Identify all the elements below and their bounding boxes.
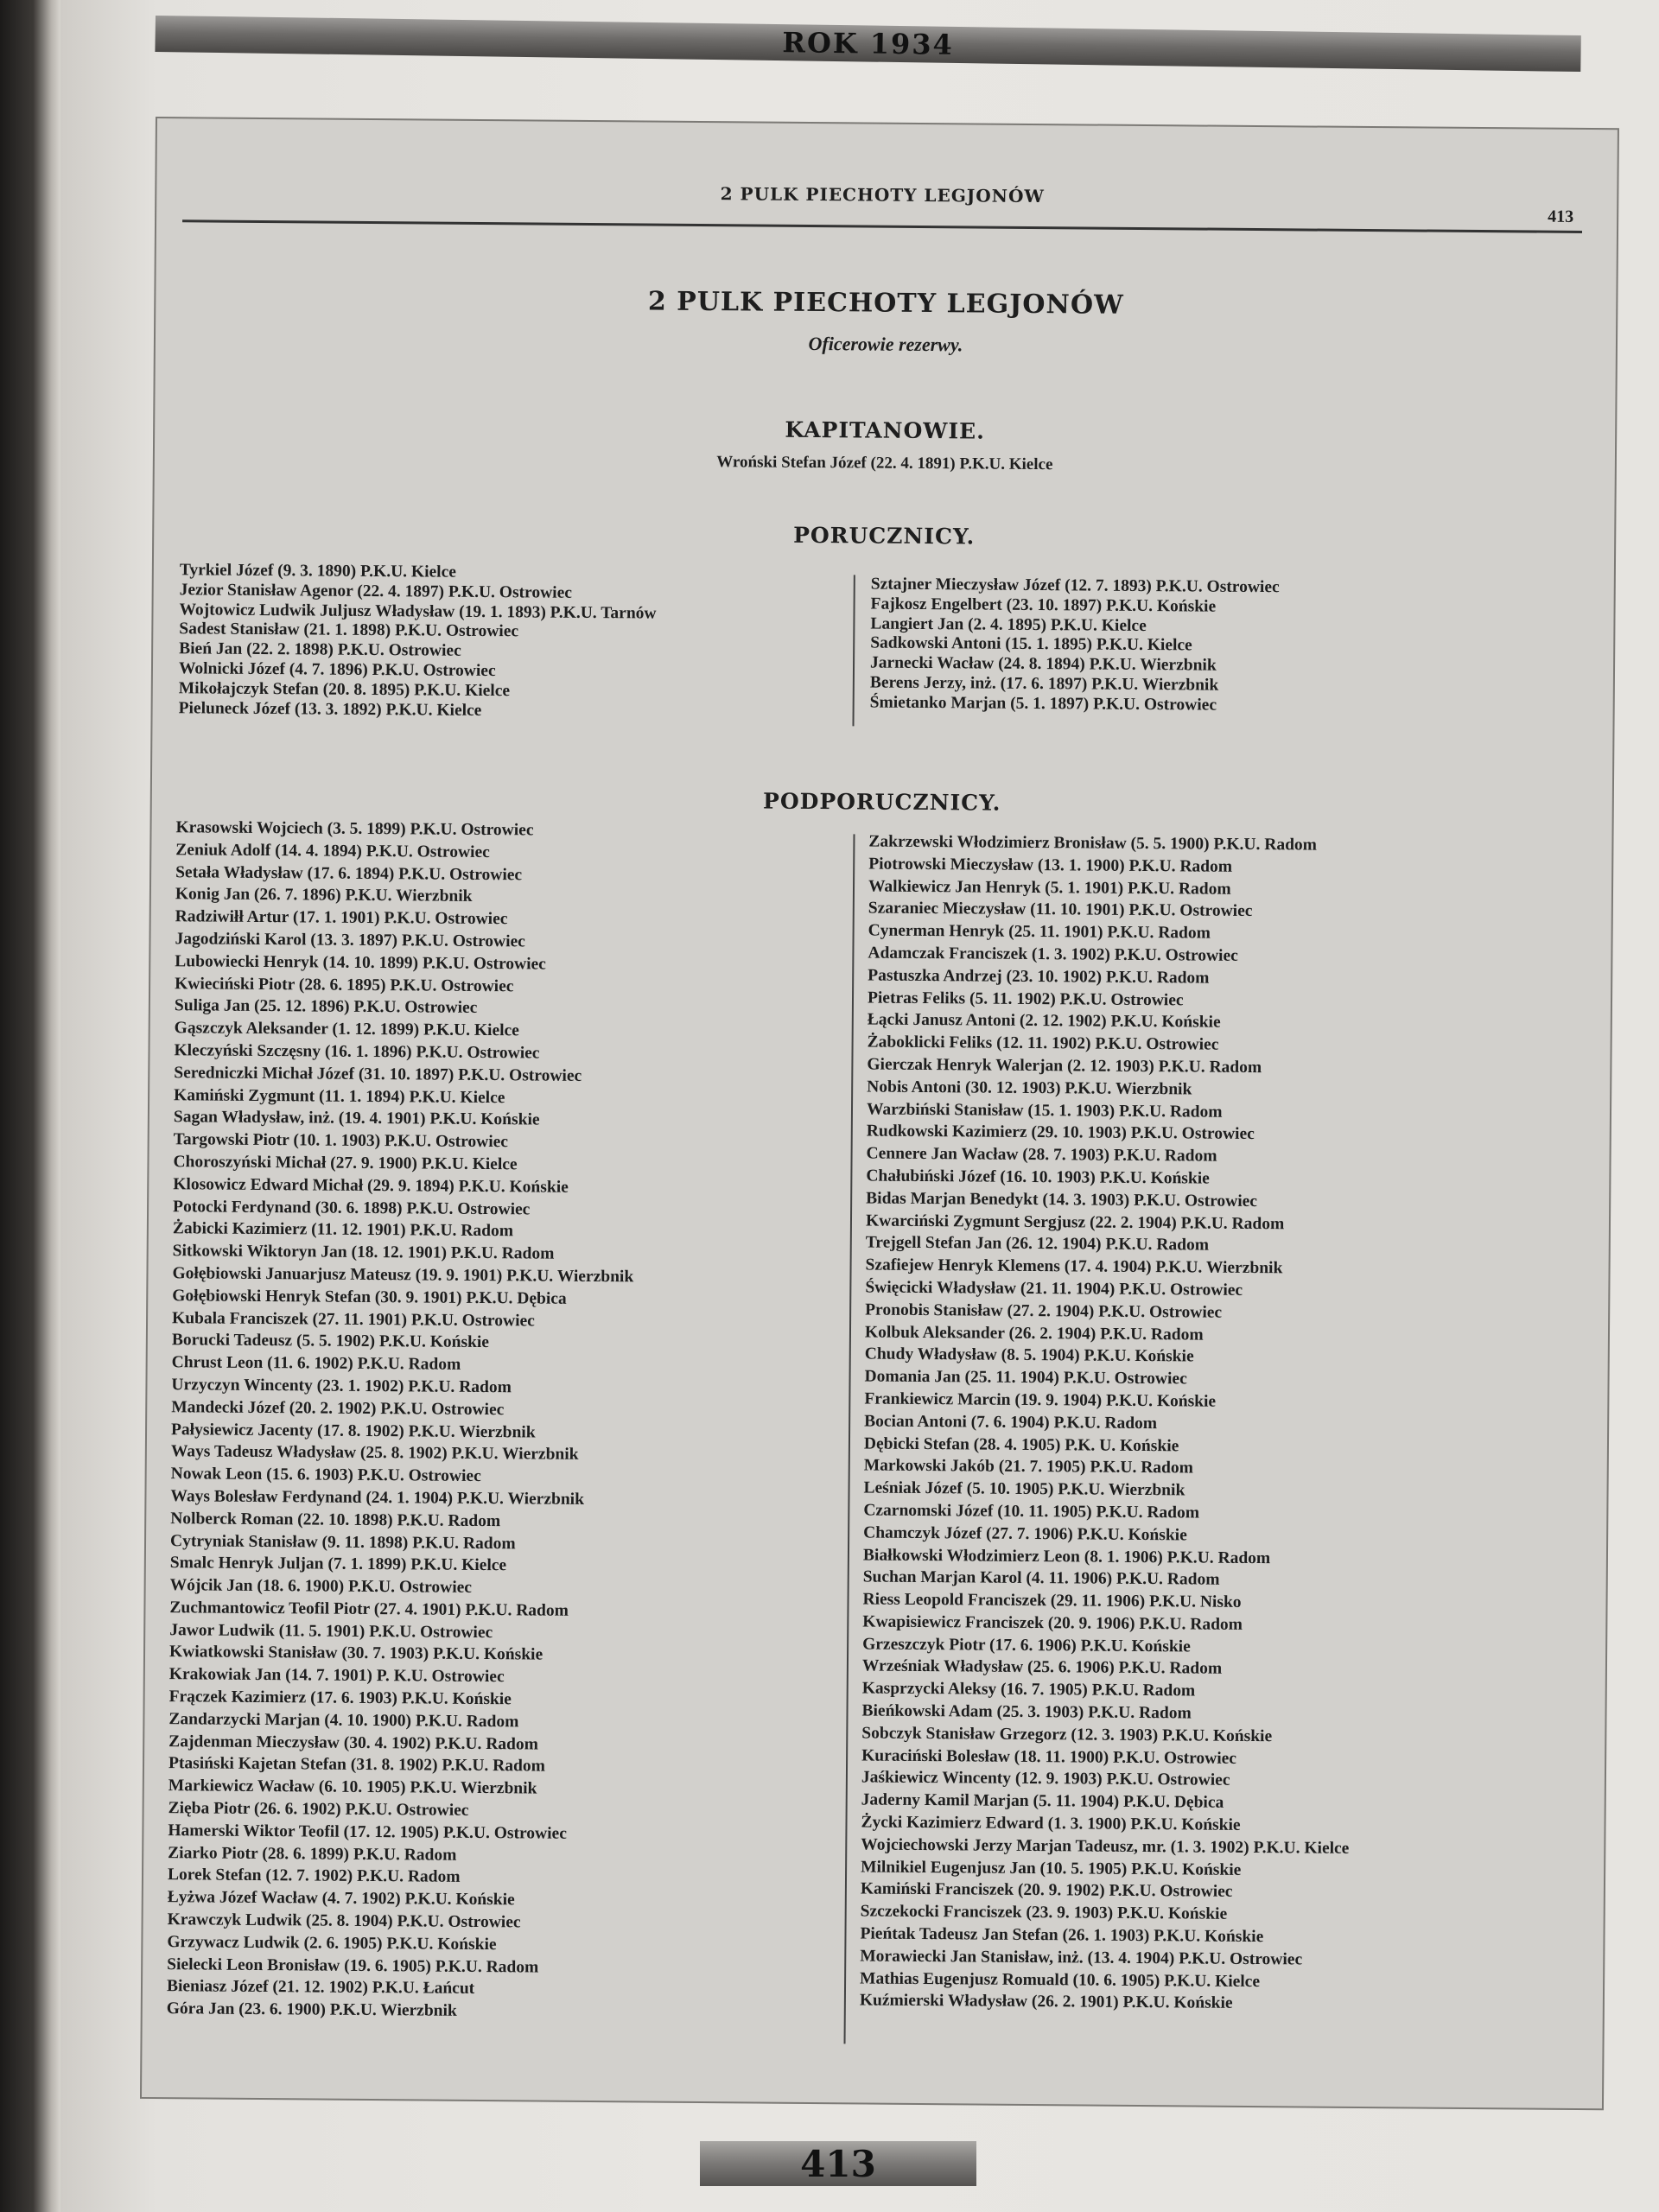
officer-entry: Suliga Jan (25. 12. 1896) P.K.U. Ostrowiec — [174, 996, 478, 1018]
regiment-subtitle: Oficerowie rezerwy. — [808, 332, 963, 356]
officer-entry: Potocki Ferdynand (30. 6. 1898) P.K.U. Ostrowiec — [173, 1197, 531, 1218]
officer-entry: Chrust Leon (11. 6. 1902) P.K.U. Radom — [171, 1353, 461, 1374]
officer-entry: Zakrzewski Włodzimierz Bronisław (5. 5. 1900) P.K.U. Radom — [868, 832, 1318, 855]
podporucznicy-right-column — [860, 831, 1491, 2018]
officer-entry: Tyrkiel Józef (9. 3. 1890) P.K.U. Kielce — [179, 561, 457, 582]
officer-entry: Trejgell Stefan Jan (26. 12. 1904) P.K.U. Radom — [865, 1233, 1210, 1255]
porucznicy-left-column — [179, 561, 657, 722]
officer-entry: Łyżwa Józef Wacław (4. 7. 1902) P.K.U. Końskie — [167, 1888, 515, 1910]
podporucznicy-left-column — [167, 817, 638, 2024]
officer-entry: Hamerski Wiktor Teofil (17. 12. 1905) P.K.U. Ostrowiec — [168, 1821, 567, 1843]
bottom-page-number-tab — [700, 2141, 976, 2186]
officer-entry: Lorek Stefan (12. 7. 1902) P.K.U. Radom — [167, 1866, 461, 1887]
officer-entry: Jagodziński Karol (13. 3. 1897) P.K.U. Ostrowiec — [175, 930, 525, 951]
officer-entry: Sitkowski Wiktoryn Jan (18. 12. 1901) P.K.U. Radom — [172, 1242, 555, 1263]
officer-entry: Chudy Władysław (8. 5. 1904) P.K.U. Końskie — [864, 1344, 1194, 1366]
officer-entry: Łącki Janusz Antoni (2. 12. 1902) P.K.U. Końskie — [867, 1010, 1221, 1033]
officer-entry: Wojciechowski Jerzy Marjan Tadeusz, mr. (1. 3. 1902) P.K.U. Kielce — [861, 1835, 1350, 1858]
officer-entry: Frączek Kazimierz (17. 6. 1903) P.K.U. Końskie — [168, 1688, 512, 1709]
officer-entry: Wolnicki Józef (4. 7. 1896) P.K.U. Ostrowiec — [178, 659, 496, 681]
officer-entry: Dębicki Stefan (28. 4. 1905) P.K. U. Końskie — [863, 1434, 1179, 1455]
year-banner — [155, 16, 1580, 72]
officer-entry: Riess Leopold Franciszek (29. 11. 1906) P.K.U. Nisko — [862, 1590, 1242, 1612]
officer-entry: Rudkowski Kazimierz (29. 10. 1903) P.K.U. Ostrowiec — [866, 1122, 1255, 1144]
officer-entry: Sielecki Leon Bronisław (19. 6. 1905) P.K.U. Radom — [167, 1955, 539, 1977]
officer-entry: Góra Jan (23. 6. 1900) P.K.U. Wierzbnik — [166, 1999, 457, 2021]
officer-entry: Szczekocki Franciszek (23. 9. 1903) P.K.U. Końskie — [860, 1902, 1228, 1924]
officer-entry: Smalc Henryk Juljan (7. 1. 1899) P.K.U. Kielce — [169, 1554, 507, 1575]
officer-entry: Pieluneck Józef (13. 3. 1892) P.K.U. Kielce — [178, 698, 482, 720]
officer-entry: Kamiński Zygmunt (11. 1. 1894) P.K.U. Kielce — [174, 1085, 505, 1107]
bottom-page-number: 413 — [800, 2142, 876, 2185]
officer-entry: Markiewicz Wacław (6. 10. 1905) P.K.U. Wierzbnik — [168, 1777, 537, 1798]
officer-entry: Leśniak Józef (5. 10. 1905) P.K.U. Wierzbnik — [863, 1478, 1185, 1500]
officer-entry: Nobis Antoni (30. 12. 1903) P.K.U. Wierzbnik — [867, 1077, 1192, 1099]
officer-entry: Frankiewicz Marcin (19. 9. 1904) P.K.U. Końskie — [864, 1389, 1217, 1411]
officer-entry: Walkiewicz Jan Henryk (5. 1. 1901) P.K.U. Radom — [868, 877, 1231, 899]
officer-entry: Żaboklicki Feliks (12. 11. 1902) P.K.U. Ostrowiec — [867, 1033, 1219, 1054]
officer-entry: Kwapisiewicz Franciszek (20. 9. 1906) P.K.U. Radom — [862, 1612, 1243, 1634]
officer-entry: Zięba Piotr (26. 6. 1902) P.K.U. Ostrowiec — [168, 1799, 469, 1820]
officer-entry: Borucki Tadeusz (5. 5. 1902) P.K.U. Końskie — [171, 1331, 490, 1352]
officer-entry: Kwieciński Piotr (28. 6. 1895) P.K.U. Ostrowiec — [175, 974, 514, 995]
officer-entry: Urzyczyn Wincenty (23. 1. 1902) P.K.U. Radom — [171, 1376, 512, 1397]
officer-entry: Zuchmantowicz Teofil Piotr (27. 4. 1901) P.K.U. Radom — [169, 1599, 569, 1620]
officer-entry: Krasowski Wojciech (3. 5. 1899) P.K.U. Ostrowiec — [175, 818, 534, 840]
officer-entry: Szafiejew Henryk Klemens (17. 4. 1904) P.K.U. Wierzbnik — [865, 1255, 1283, 1278]
officer-entry: Mikołajczyk Stefan (20. 8. 1895) P.K.U. Kielce — [178, 679, 511, 701]
officer-entry: Setała Władysław (17. 6. 1894) P.K.U. Ostrowiec — [175, 862, 523, 884]
officer-entry: Ziarko Piotr (28. 6. 1899) P.K.U. Radom — [168, 1843, 457, 1865]
running-head-page-number: 413 — [1548, 207, 1574, 226]
officer-entry: Bień Jan (22. 2. 1898) P.K.U. Ostrowiec — [179, 639, 461, 660]
officer-entry: Pastuszka Andrzej (23. 10. 1902) P.K.U. Radom — [868, 966, 1210, 988]
officer-entry: Chałubiński Józef (16. 10. 1903) P.K.U. Końskie — [866, 1166, 1210, 1188]
officer-entry: Radziwiłł Artur (17. 1. 1901) P.K.U. Ostrowiec — [175, 907, 508, 929]
officer-entry: Pietras Feliks (5. 11. 1902) P.K.U. Ostrowiec — [867, 988, 1184, 1009]
officer-entry: Morawiecki Jan Stanisław, inż. (13. 4. 1904) P.K.U. Ostrowiec — [860, 1947, 1303, 1969]
officer-entry: Mandecki Józef (20. 2. 1902) P.K.U. Ostrowiec — [171, 1397, 505, 1419]
officer-entry: Wójcik Jan (18. 6. 1900) P.K.U. Ostrowiec — [169, 1576, 473, 1598]
officer-entry: Mathias Eugenjusz Romuald (10. 6. 1905) P.K.U. Kielce — [860, 1969, 1261, 1991]
officer-entry: Jaderny Kamil Marjan (5. 11. 1904) P.K.U. Dębica — [861, 1790, 1224, 1813]
running-head — [182, 170, 1582, 233]
officer-entry: Kleczyński Szczęsny (16. 1. 1896) P.K.U. Ostrowiec — [174, 1041, 540, 1063]
officer-entry: Ways Tadeusz Władysław (25. 8. 1902) P.K.U. Wierzbnik — [170, 1442, 579, 1465]
officer-entry: Targowski Piotr (10. 1. 1903) P.K.U. Ostrowiec — [173, 1130, 509, 1152]
officer-entry: Choroszyński Michał (27. 9. 1900) P.K.U. Kielce — [173, 1153, 518, 1174]
officer-entry: Ptasiński Kajetan Stefan (31. 8. 1902) P.K.U. Radom — [168, 1754, 545, 1777]
officer-entry: Bocian Antoni (7. 6. 1904) P.K.U. Radom — [864, 1412, 1158, 1433]
officer-entry: Berens Jerzy, inż. (17. 6. 1897) P.K.U. Wierzbnik — [869, 673, 1219, 695]
officer-entry: Jawor Ludwik (11. 5. 1901) P.K.U. Ostrowiec — [169, 1620, 493, 1642]
officer-entry: Kuraciński Bolesław (18. 11. 1900) P.K.U. Ostrowiec — [861, 1746, 1237, 1768]
officer-entry: Markowski Jakób (21. 7. 1905) P.K.U. Radom — [863, 1456, 1194, 1478]
officer-entry: Nowak Leon (15. 6. 1903) P.K.U. Ostrowiec — [170, 1465, 481, 1486]
officer-entry: Cytryniak Stanisław (9. 11. 1898) P.K.U. Radom — [169, 1531, 516, 1553]
officer-entry: Sztajner Mieczysław Józef (12. 7. 1893) P.K.U. Ostrowiec — [870, 575, 1280, 597]
officer-entry: Czarnomski Józef (10. 11. 1905) P.K.U. Radom — [863, 1501, 1200, 1522]
officer-entry: Grzeszczyk Piotr (17. 6. 1906) P.K.U. Końskie — [862, 1635, 1191, 1656]
book-spine-edge — [0, 0, 60, 2212]
officer-entry: Krawczyk Ludwik (25. 8. 1904) P.K.U. Ostrowiec — [167, 1910, 521, 1932]
officer-entry: Grzywacz Ludwik (2. 6. 1905) P.K.U. Końskie — [167, 1933, 497, 1955]
section-heading-podporucznicy: PODPORUCZNICY. — [763, 788, 1001, 816]
book-page — [60, 0, 1659, 2212]
officer-entry: Domania Jan (25. 11. 1904) P.K.U. Ostrowiec — [864, 1367, 1187, 1389]
officer-entry: Chamczyk Józef (27. 7. 1906) P.K.U. Końskie — [863, 1523, 1187, 1545]
porucznicy-column-divider — [852, 575, 855, 726]
officer-entry: Seredniczki Michał Józef (31. 10. 1897) P.K.U. Ostrowiec — [174, 1063, 582, 1085]
officer-entry: Jezior Stanisław Agenor (22. 4. 1897) P.K.U. Ostrowiec — [179, 581, 573, 602]
reproduced-register-page — [140, 117, 1619, 2110]
running-head-rule — [182, 219, 1582, 233]
officer-entry: Zajdenman Mieczysław (30. 4. 1902) P.K.U. Radom — [168, 1732, 539, 1754]
officer-entry: Bieńkowski Adam (25. 3. 1903) P.K.U. Radom — [861, 1701, 1192, 1723]
officer-entry: Święcicki Władysław (21. 11. 1904) P.K.U. Ostrowiec — [865, 1278, 1243, 1300]
officer-entry: Życki Kazimierz Edward (1. 3. 1900) P.K.U. Końskie — [861, 1813, 1241, 1834]
officer-entry: Szaraniec Mieczysław (11. 10. 1901) P.K.U. Ostrowiec — [868, 899, 1253, 921]
officer-entry: Warzbiński Stanisław (15. 1. 1903) P.K.U. Radom — [866, 1100, 1223, 1122]
officer-entry: Sadest Stanisław (21. 1. 1898) P.K.U. Ostrowiec — [179, 620, 519, 641]
officer-entry: Białkowski Włodzimierz Leon (8. 1. 1906) P.K.U. Radom — [862, 1545, 1271, 1567]
officer-entry: Kubala Franciszek (27. 11. 1901) P.K.U. Ostrowiec — [171, 1308, 535, 1331]
officer-entry: Żabicki Kazimierz (11. 12. 1901) P.K.U. Radom — [172, 1219, 514, 1241]
officer-entry: Sobczyk Stanisław Grzegorz (12. 3. 1903) P.K.U. Końskie — [861, 1724, 1273, 1746]
section-heading-porucznicy: PORUCZNICY. — [793, 522, 976, 550]
officer-entry: Bieniasz Józef (21. 12. 1902) P.K.U. Łańcut — [166, 1977, 475, 1999]
officer-entry: Pieńtak Tadeusz Jan Stefan (26. 1. 1903) P.K.U. Końskie — [860, 1924, 1264, 1947]
officer-entry: Kuźmierski Władysław (26. 2. 1901) P.K.U. Końskie — [859, 1991, 1233, 2013]
officer-entry: Kwarciński Zygmunt Sergjusz (22. 2. 1904) P.K.U. Radom — [865, 1211, 1285, 1233]
porucznicy-right-column — [870, 575, 1280, 716]
officer-entry: Kolbuk Aleksander (26. 2. 1904) P.K.U. Radom — [864, 1323, 1204, 1344]
officer-entry: Nolberck Roman (22. 10. 1898) P.K.U. Radom — [170, 1509, 501, 1530]
officer-entry: Fajkosz Engelbert (23. 10. 1897) P.K.U. Końskie — [870, 594, 1217, 616]
officer-entry: Wojtowicz Ludwik Juljusz Władysław (19. 1. 1893) P.K.U. Tarnów — [179, 600, 657, 623]
officer-entry: Cennere Jan Wacław (28. 7. 1903) P.K.U. Radom — [866, 1144, 1217, 1166]
officer-entry: Cynerman Henryk (25. 11. 1901) P.K.U. Radom — [868, 921, 1211, 943]
officer-entry: Jaśkiewicz Wincenty (12. 9. 1903) P.K.U. Ostrowiec — [861, 1768, 1230, 1790]
officer-entry: Ways Bolesław Ferdynand (24. 1. 1904) P.K.U. Wierzbnik — [170, 1487, 585, 1509]
officer-entry: Kamiński Franciszek (20. 9. 1902) P.K.U. Ostrowiec — [860, 1879, 1233, 1902]
officer-entry: Gąszczyk Aleksander (1. 12. 1899) P.K.U. Kielce — [174, 1019, 519, 1040]
regiment-title: 2 PULK PIECHOTY LEGJONÓW — [647, 286, 1124, 321]
officer-entry: Milnikiel Eugenjusz Jan (10. 5. 1905) P.K.U. Końskie — [861, 1858, 1242, 1879]
officer-entry: Adamczak Franciszek (1. 3. 1902) P.K.U. Ostrowiec — [868, 944, 1238, 965]
officer-entry: Kwiatkowski Stanisław (30. 7. 1903) P.K.U. Końskie — [168, 1643, 543, 1665]
running-head-title: 2 PULK PIECHOTY LEGJONÓW — [720, 183, 1045, 207]
officer-entry: Lubowiecki Henryk (14. 10. 1899) P.K.U. Ostrowiec — [175, 951, 546, 974]
section-heading-kapitanowie: KAPITANOWIE. — [785, 416, 985, 444]
officer-entry: Pronobis Stanisław (27. 2. 1904) P.K.U. Ostrowiec — [865, 1300, 1223, 1322]
kapitanowie-entry: Wroński Stefan Józef (22. 4. 1891) P.K.U. Kielce — [716, 453, 1053, 474]
officer-entry: Sagan Władysław, inż. (19. 4. 1901) P.K.U. Końskie — [173, 1108, 540, 1129]
officer-entry: Gierczak Henryk Walerjan (2. 12. 1903) P.K.U. Radom — [867, 1055, 1262, 1077]
officer-entry: Gołębiowski Henryk Stefan (30. 9. 1901) P.K.U. Dębica — [172, 1286, 567, 1308]
officer-entry: Krakowiak Jan (14. 7. 1901) P. K.U. Ostrowiec — [168, 1665, 505, 1687]
officer-entry: Sadkowski Antoni (15. 1. 1895) P.K.U. Kielce — [870, 633, 1192, 655]
officer-entry: Piotrowski Mieczysław (13. 1. 1900) P.K.U. Radom — [868, 855, 1233, 876]
officer-entry: Zeniuk Adolf (14. 4. 1894) P.K.U. Ostrowiec — [175, 841, 490, 861]
officer-entry: Kasprzycki Aleksy (16. 7. 1905) P.K.U. Radom — [861, 1679, 1196, 1700]
officer-entry: Suchan Marjan Karol (4. 11. 1906) P.K.U. Radom — [862, 1567, 1220, 1590]
officer-entry: Śmietanko Marjan (5. 1. 1897) P.K.U. Ostrowiec — [869, 693, 1217, 715]
officer-entry: Langiert Jan (2. 4. 1895) P.K.U. Kielce — [870, 614, 1147, 635]
officer-entry: Pałysiewicz Jacenty (17. 8. 1902) P.K.U. Wierzbnik — [170, 1420, 536, 1442]
podporucznicy-column-divider — [844, 834, 855, 2044]
year-banner-text: ROK 1934 — [782, 26, 955, 61]
officer-entry: Klosowicz Edward Michał (29. 9. 1894) P.K.U. Końskie — [173, 1174, 569, 1197]
officer-entry: Bidas Marjan Benedykt (14. 3. 1903) P.K.U. Ostrowiec — [866, 1189, 1258, 1211]
officer-entry: Zandarzycki Marjan (4. 10. 1900) P.K.U. Radom — [168, 1710, 519, 1732]
officer-entry: Konig Jan (26. 7. 1896) P.K.U. Wierzbnik — [175, 885, 473, 906]
officer-entry: Jarnecki Wacław (24. 8. 1894) P.K.U. Wierzbnik — [869, 653, 1217, 675]
officer-entry: Gołębiowski Januarjusz Mateusz (19. 9. 1901) P.K.U. Wierzbnik — [172, 1264, 634, 1287]
officer-entry: Wrześniak Władysław (25. 6. 1906) P.K.U. Radom — [861, 1656, 1223, 1679]
